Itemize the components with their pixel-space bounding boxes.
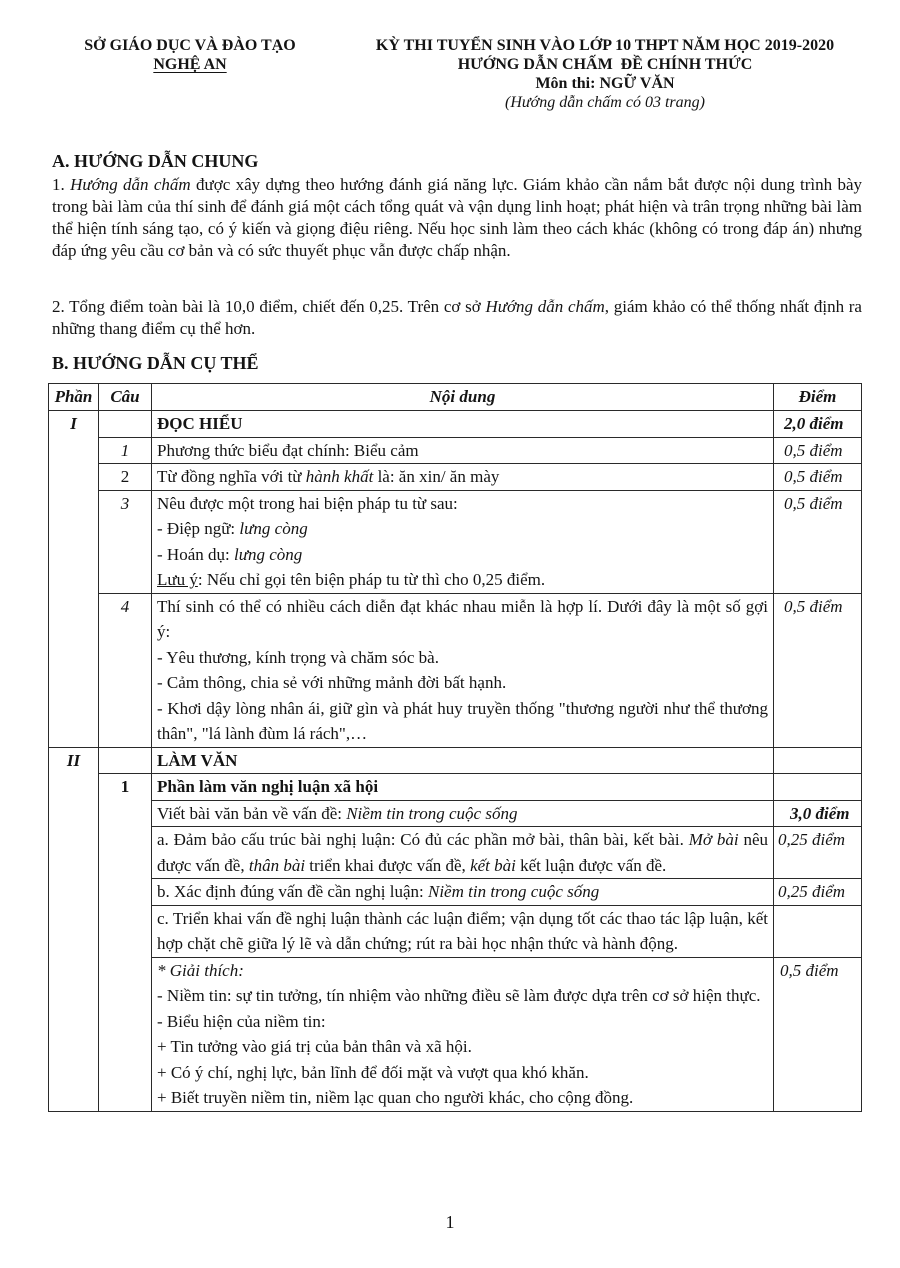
exam-title: KỲ THI TUYỂN SINH VÀO LỚP 10 THPT NĂM HỌC 2019-2020 [375,37,835,54]
para-number: 1. [52,175,71,194]
score-cell: 0,5 điểm [774,437,862,464]
section-a-paragraph-1 [52,174,862,262]
subject: Môn thi: NGỮ VĂN [535,75,675,92]
score-cell: 0,5 điểm [774,490,862,593]
score-cell: 0,25 điểm [774,827,862,879]
exam-title-block [345,36,865,112]
text: kết luận được vấn đề. [515,855,667,875]
header-score: Điểm [774,384,862,411]
table-row [49,879,862,906]
table-row [49,905,862,957]
page-number: 1 [445,1212,455,1232]
empty-cell [49,827,99,879]
content-cell [152,464,774,491]
text-italic: Mở bài [688,830,739,849]
empty-cell [99,800,152,827]
question-number: 1 [99,437,152,464]
agency-province: NGHỆ AN [153,56,227,73]
table-row [49,827,862,879]
empty-cell [99,827,152,879]
bullet-line: + Biết truyền niềm tin, niềm lạc quan cho người khác, cho cộng đồng. [157,1088,634,1107]
content-cell [152,490,774,593]
grading-table [48,383,862,1112]
note-text: : Nếu chỉ gọi tên biện pháp tu từ thì cho 0,25 điểm. [197,570,546,589]
table-row [49,957,862,1111]
table-row [49,437,862,464]
text-line [157,516,768,542]
table-row [49,800,862,827]
part-title: ĐỌC HIỂU [152,411,774,438]
text: b. Xác định đúng vấn đề cần nghị luận: [157,882,428,901]
text: - Điệp ngữ: [157,519,240,538]
empty-cell [774,747,862,774]
empty-cell [99,957,152,1111]
para-italic: Hướng dẫn chấm [485,297,605,316]
score-cell: 3,0 điểm [774,800,862,827]
part-label: I [49,411,99,438]
section-a [52,150,862,262]
score-cell: 0,5 điểm [774,957,862,1111]
empty-cell [49,905,99,957]
question-number: 2 [99,464,152,491]
text: Viết bài văn bản về vấn đề: [157,803,347,823]
section-b-heading: B. HƯỚNG DẪN CỤ THỂ [52,353,259,373]
guide-title: HƯỚNG DẪN CHẤM ĐỀ CHÍNH THỨC [457,56,753,73]
text-line [157,542,768,568]
empty-cell [99,879,152,906]
table-header-row [49,384,862,411]
text: a. Đảm bảo cấu trúc bài nghị luận: Có đủ các phần mở bài, thân bài, kết bài. [157,830,689,849]
section-a-paragraph-2 [52,296,862,340]
text: nêu được vấn đề, [157,830,769,875]
score-cell: 2,0 điểm [774,411,862,438]
text-italic: lưng còng [239,519,308,538]
table-row [49,593,862,747]
question-number: 4 [99,593,152,747]
content-cell: c. Triển khai vấn đề nghị luận thành các luận điểm; vận dụng tốt các thao tác lập luận, kết hợp chặt chẽ giữa lý lẽ và dẫn chứng; rút ra bài học nhận thức và hành động. [152,905,774,957]
content-cell [152,800,774,827]
header-part: Phần [49,384,99,411]
part-label: II [49,747,99,774]
text-line: Thí sinh có thể có nhiều cách diễn đạt khác nhau miễn là hợp lí. Dưới đây là một số gợi ý: [157,596,768,641]
empty-cell [49,593,99,747]
empty-cell [99,747,152,774]
section-a-heading: A. HƯỚNG DẪN CHUNG [52,151,259,171]
table-row [49,464,862,491]
empty-cell [49,800,99,827]
content-cell [152,879,774,906]
empty-cell [774,905,862,957]
question-title: Phần làm văn nghị luận xã hội [152,774,774,801]
empty-cell [49,957,99,1111]
table-row [49,411,862,438]
empty-cell [49,490,99,593]
empty-cell [774,774,862,801]
table-row [49,774,862,801]
bullet-line: - Khơi dậy lòng nhân ái, giữ gìn và phát huy truyền thống "thương người như thể thương thân", "lá lành đùm lá rách",… [157,698,768,743]
agency-name: SỞ GIÁO DỤC VÀ ĐÀO TẠO [84,37,296,54]
empty-cell [49,464,99,491]
empty-cell [49,437,99,464]
table-row [49,490,862,593]
bullet-line: - Biểu hiện của niềm tin: [157,1011,326,1031]
text-line: Nêu được một trong hai biện pháp tu từ sau: [157,493,458,513]
content-cell: Phương thức biểu đạt chính: Biểu cảm [152,437,774,464]
question-number: 1 [99,774,152,801]
bullet-line: - Niềm tin: sự tin tưởng, tín nhiệm vào những điều sẽ làm được dựa trên cơ sở hiện thực. [157,986,761,1005]
header-question: Câu [99,384,152,411]
text: triển khai được vấn đề, [305,855,471,875]
empty-cell [99,905,152,957]
bullet-line: + Tin tưởng vào giá trị của bản thân và xã hội. [157,1037,472,1056]
note-line [157,567,768,593]
page-note: (Hướng dẫn chấm có 03 trang) [505,94,705,111]
explain-title: * Giải thích: [157,960,244,980]
bullet-line: + Có ý chí, nghị lực, bản lĩnh để đối mặt và vượt qua khó khăn. [157,1062,589,1082]
issuing-agency [60,36,320,74]
content-cell [152,593,774,747]
part-title: LÀM VĂN [152,747,774,774]
text-italic: Niềm tin trong cuộc sống [346,803,518,823]
question-number: 3 [99,490,152,593]
para-text: được xây dựng theo hướng đánh giá năng lực. Giám khảo cần nắm bắt được nội dung trình bày trong bài làm của thí sinh để đánh giá một cách tổng quát và vận dụng linh hoạt; phát hiện và trân trọng những bài làm thể hiện tính sáng tạo, có ý kiến và giọng điệu riêng. Nếu học sinh làm theo cách khác (không có trong đáp án) nhưng đáp ứng yêu cầu cơ bản và có sức thuyết phục vẫn được chấp nhận. [52,175,863,260]
empty-cell [49,774,99,801]
score-cell: 0,5 điểm [774,464,862,491]
bullet-line: - Yêu thương, kính trọng và chăm sóc bà. [157,647,439,667]
empty-cell [99,411,152,438]
text: là: ăn xin/ ăn mày [373,467,500,486]
note-label: Lưu ý [157,570,198,589]
text-italic: lưng còng [233,544,303,564]
para-italic: Hướng dẫn chấm [70,175,191,194]
empty-cell [49,879,99,906]
content-cell [152,827,774,879]
text: - Hoán dụ: [157,544,234,564]
table-row [49,747,862,774]
header-content: Nội dung [152,384,774,411]
text-italic: hành khất [305,467,374,486]
score-cell: 0,5 điểm [774,593,862,747]
text-italic: thân bài [248,855,306,875]
score-cell: 0,25 điểm [774,879,862,906]
para-text: , giám khảo có thể thống nhất định ra những thang điểm cụ thể hơn. [52,297,862,338]
text-italic: Niềm tin trong cuộc sống [428,882,600,901]
para-text: 2. Tổng điểm toàn bài là 10,0 điểm, chiết đến 0,25. Trên cơ sở [52,297,486,316]
bullet-line: - Cảm thông, chia sẻ với những mảnh đời bất hạnh. [157,673,507,692]
text-italic: kết bài [470,855,516,875]
text: Từ đồng nghĩa với từ [157,467,306,486]
content-cell [152,957,774,1111]
